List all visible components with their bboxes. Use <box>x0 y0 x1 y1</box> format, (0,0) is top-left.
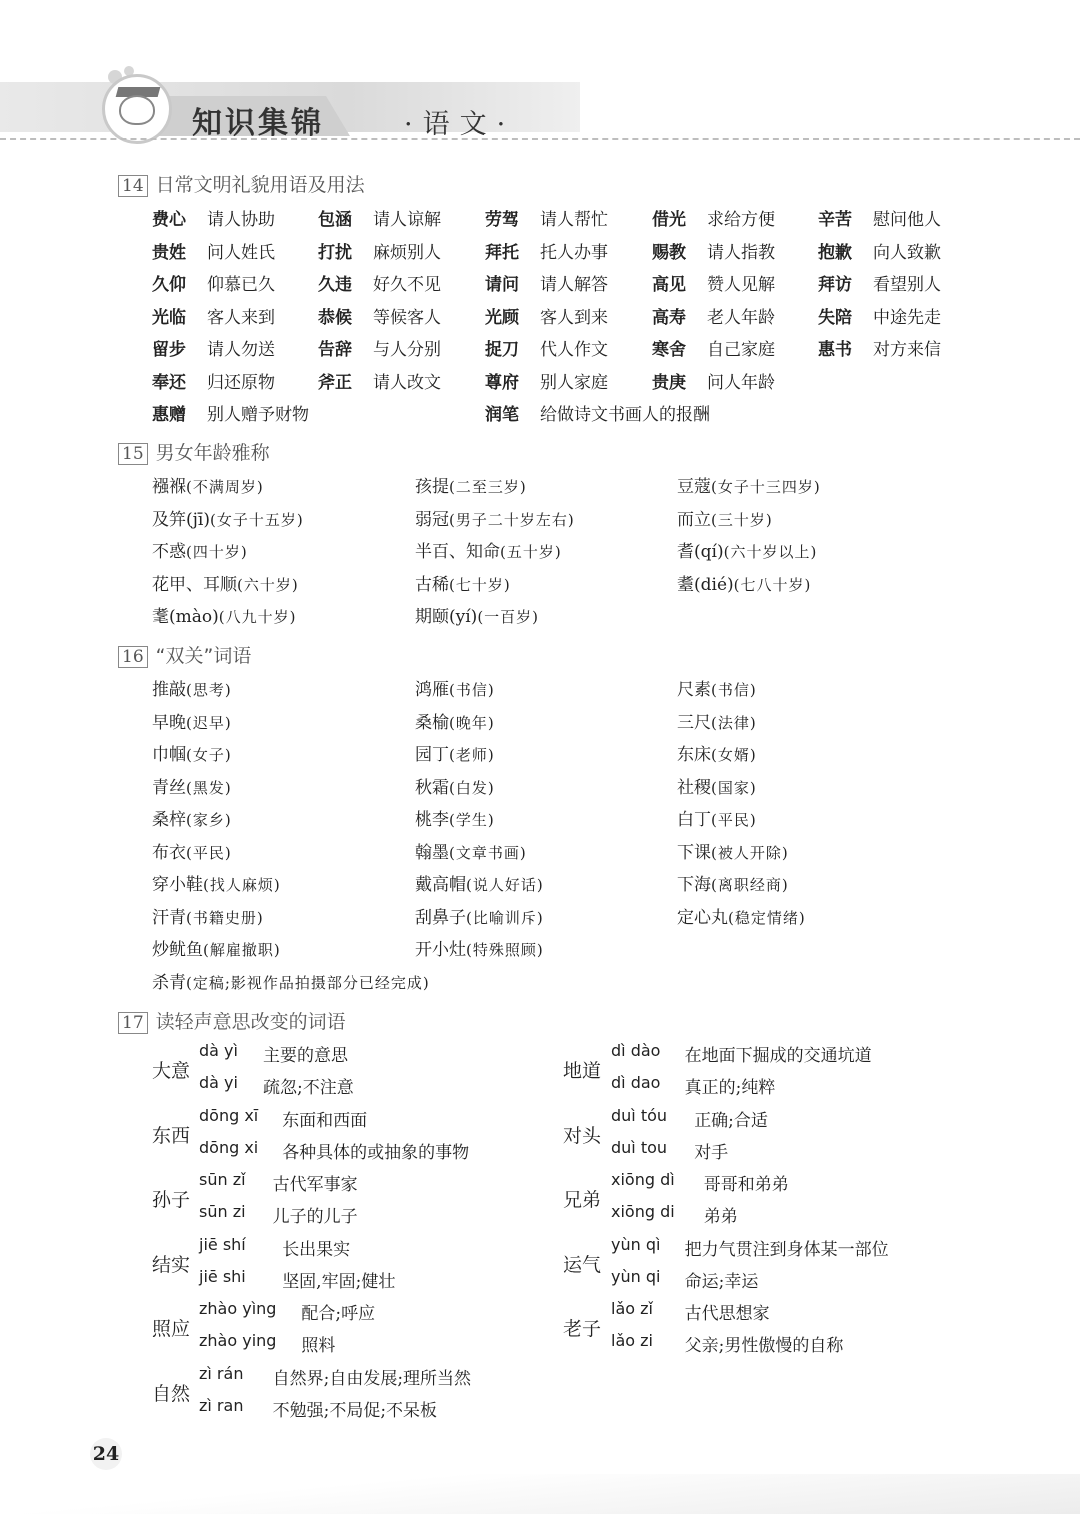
age-term: 而立(三十岁) <box>677 509 773 530</box>
courtesy-term: 费心 <box>152 210 186 230</box>
courtesy-meaning: 中途先走 <box>873 307 941 328</box>
word-meaning: 疏忽;不注意 <box>263 1078 354 1098</box>
courtesy-term: 打扰 <box>318 242 352 263</box>
pinyin: sūn zǐ <box>199 1170 246 1189</box>
word-meaning: 把力气贯注到身体某一部位 <box>684 1239 889 1260</box>
courtesy-meaning: 客人到来 <box>540 307 608 328</box>
word-meaning: 古代思想家 <box>684 1304 770 1324</box>
word-meaning: 古代军事家 <box>272 1175 358 1195</box>
courtesy-meaning: 老人年龄 <box>707 307 775 328</box>
pinyin: lǎo zi <box>611 1331 653 1350</box>
courtesy-meaning: 请人改文 <box>373 372 441 393</box>
courtesy-term: 劳驾 <box>485 210 519 230</box>
courtesy-meaning: 别人赠予财物 <box>207 405 309 425</box>
pun-term: 下课(被人开除) <box>677 842 789 863</box>
section-16-title: 16 “双关”词语 <box>118 641 251 668</box>
word-meaning: 真正的;纯粹 <box>684 1078 776 1098</box>
courtesy-term: 光临 <box>152 307 186 328</box>
neutral-tone-word: 老子 <box>563 1318 602 1340</box>
pinyin: dì dao <box>611 1073 661 1092</box>
word-meaning: 命运;幸运 <box>684 1271 759 1292</box>
courtesy-meaning: 慰问他人 <box>873 210 941 230</box>
pinyin: dà yi <box>199 1073 238 1092</box>
courtesy-term: 捉刀 <box>485 340 519 360</box>
courtesy-term: 留步 <box>152 340 186 360</box>
pinyin: jiē shi <box>199 1266 246 1286</box>
neutral-tone-word: 大意 <box>152 1060 191 1082</box>
pinyin: xiōng dì <box>611 1170 675 1189</box>
age-term: 孩提(二至三岁) <box>415 477 527 497</box>
neutral-tone-word: 运气 <box>563 1253 602 1276</box>
courtesy-term: 高见 <box>652 275 686 295</box>
courtesy-meaning: 请人谅解 <box>373 210 441 230</box>
pun-term: 尺素(书信) <box>677 680 757 700</box>
pun-term: 刮鼻子(比喻训斥) <box>415 907 544 928</box>
age-term: 古稀(七十岁) <box>415 574 511 595</box>
courtesy-term: 尊府 <box>485 372 519 393</box>
pinyin: zì rán <box>199 1363 244 1383</box>
age-term: 不惑(四十岁) <box>152 542 248 562</box>
courtesy-meaning: 请人帮忙 <box>540 210 608 230</box>
pinyin: yùn qi <box>611 1266 661 1286</box>
courtesy-term: 惠赠 <box>152 405 186 425</box>
age-term: 及笄(jī)(女子十五岁) <box>152 509 304 530</box>
pinyin: dōng xi <box>199 1137 259 1157</box>
pinyin: duì tóu <box>611 1105 668 1125</box>
pun-term: 园丁(老师) <box>415 745 495 765</box>
word-meaning: 主要的意思 <box>263 1046 348 1066</box>
section-number: 15 <box>118 443 148 465</box>
courtesy-meaning: 对方来信 <box>873 340 941 360</box>
pun-term: 秋霜(白发) <box>415 777 495 798</box>
courtesy-term: 辛苦 <box>818 210 852 230</box>
footer-band <box>0 1474 1080 1514</box>
neutral-tone-word: 兄弟 <box>563 1189 602 1211</box>
pun-term: 三尺(法律) <box>677 712 757 733</box>
courtesy-meaning: 与人分别 <box>373 340 441 360</box>
word-meaning: 不勉强;不局促;不呆板 <box>272 1400 438 1421</box>
pinyin: dōng xī <box>199 1105 259 1125</box>
courtesy-meaning: 求给方便 <box>707 210 775 230</box>
neutral-tone-word: 自然 <box>152 1382 191 1405</box>
pun-term: 桑梓(家乡) <box>152 810 232 830</box>
courtesy-meaning: 托人办事 <box>540 242 608 263</box>
courtesy-term: 润笔 <box>485 405 519 425</box>
courtesy-term: 抱歉 <box>818 242 852 263</box>
pun-term: 穿小鞋(找人麻烦) <box>152 875 281 895</box>
courtesy-term: 奉还 <box>152 372 186 393</box>
word-meaning: 各种具体的或抽象的事物 <box>282 1142 470 1163</box>
page-number: 24 <box>90 1438 122 1470</box>
pinyin: lǎo zǐ <box>611 1299 653 1318</box>
age-term: 花甲、耳顺(六十岁) <box>152 574 299 595</box>
pun-term: 巾帼(女子) <box>152 745 232 765</box>
courtesy-term: 惠书 <box>818 340 852 360</box>
header-divider <box>0 138 1080 140</box>
courtesy-meaning: 看望别人 <box>873 275 941 295</box>
header-subject: ·语文· <box>404 109 516 140</box>
age-term: 襁褓(不满周岁) <box>152 477 264 497</box>
pun-term: 早晚(迟早) <box>152 712 232 733</box>
neutral-tone-word: 地道 <box>563 1060 602 1082</box>
courtesy-term: 久违 <box>318 275 352 295</box>
pun-term: 桑榆(晚年) <box>415 712 495 733</box>
pun-term: 戴高帽(说人好话) <box>415 875 544 895</box>
word-meaning: 弟弟 <box>703 1207 738 1227</box>
pun-term: 青丝(黑发) <box>152 777 232 798</box>
pinyin: duì tou <box>611 1137 668 1157</box>
word-meaning: 东面和西面 <box>282 1110 368 1131</box>
section-number: 16 <box>118 646 148 668</box>
courtesy-term: 赐教 <box>652 242 686 263</box>
age-term: 期颐(yí)(一百岁) <box>415 607 540 627</box>
section-15-title: 15 男女年龄雅称 <box>118 438 270 465</box>
pun-term: 定心丸(稳定情绪) <box>677 907 806 928</box>
courtesy-term: 拜访 <box>818 275 852 295</box>
courtesy-meaning: 给做诗文书画人的报酬 <box>540 405 710 425</box>
section-number: 17 <box>118 1012 148 1034</box>
pinyin: dà yì <box>199 1041 238 1060</box>
pinyin: xiōng di <box>611 1202 675 1221</box>
neutral-tone-word: 孙子 <box>152 1189 191 1211</box>
courtesy-term: 失陪 <box>818 307 852 328</box>
neutral-tone-word: 照应 <box>152 1318 191 1340</box>
courtesy-term: 贵庚 <box>652 372 686 393</box>
courtesy-meaning: 向人致歉 <box>873 242 941 263</box>
pun-term: 下海(离职经商) <box>677 875 789 895</box>
age-term: 半百、知命(五十岁) <box>415 542 562 562</box>
courtesy-meaning: 请人解答 <box>540 275 608 295</box>
word-meaning: 长出果实 <box>282 1239 351 1260</box>
pun-term: 白丁(平民) <box>677 810 757 830</box>
courtesy-term: 光顾 <box>485 307 519 328</box>
word-meaning: 在地面下掘成的交通坑道 <box>684 1046 872 1066</box>
section-number: 14 <box>118 175 148 197</box>
courtesy-meaning: 麻烦别人 <box>373 242 441 263</box>
pinyin: jiē shí <box>199 1234 246 1254</box>
courtesy-term: 恭候 <box>318 307 352 328</box>
pinyin: zì ran <box>199 1395 244 1415</box>
courtesy-term: 久仰 <box>152 275 186 295</box>
pinyin: yùn qì <box>611 1234 661 1254</box>
word-meaning: 正确;合适 <box>694 1110 768 1131</box>
section-17-title: 17 读轻声意思改变的词语 <box>118 1007 346 1034</box>
age-term: 耋(dié)(七八十岁) <box>677 574 812 595</box>
courtesy-meaning: 别人家庭 <box>540 372 608 393</box>
pinyin: zhào ying <box>199 1331 277 1350</box>
courtesy-meaning: 问人姓氏 <box>207 242 275 263</box>
courtesy-meaning: 请人指教 <box>707 242 775 263</box>
neutral-tone-word: 东西 <box>152 1124 191 1147</box>
courtesy-meaning: 客人来到 <box>207 307 275 328</box>
pun-term: 杀青(定稿;影视作品拍摄部分已经完成) <box>152 972 430 993</box>
word-meaning: 自然界;自由发展;理所当然 <box>272 1368 472 1389</box>
pun-term: 开小灶(特殊照顾) <box>415 940 544 960</box>
age-term: 弱冠(男子二十岁左右) <box>415 509 575 530</box>
word-meaning: 坚固,牢固;健壮 <box>282 1271 396 1292</box>
courtesy-meaning: 好久不见 <box>373 275 441 295</box>
courtesy-meaning: 问人年龄 <box>707 372 775 393</box>
word-meaning: 哥哥和弟弟 <box>703 1175 789 1195</box>
pun-term: 布衣(平民) <box>152 842 232 863</box>
age-term: 耄(mào)(八九十岁) <box>152 607 297 627</box>
word-meaning: 对手 <box>694 1142 729 1163</box>
courtesy-meaning: 等候客人 <box>373 307 441 328</box>
pun-term: 推敲(思考) <box>152 680 232 700</box>
section-14-title: 14 日常文明礼貌用语及用法 <box>118 170 365 197</box>
pun-term: 东床(女婿) <box>677 745 757 765</box>
pun-term: 鸿雁(书信) <box>415 680 495 700</box>
neutral-tone-word: 对头 <box>563 1124 602 1147</box>
neutral-tone-word: 结实 <box>152 1253 191 1276</box>
courtesy-term: 请问 <box>485 275 519 295</box>
courtesy-meaning: 赞人见解 <box>707 275 775 295</box>
pun-term: 翰墨(文章书画) <box>415 842 527 863</box>
pun-term: 汗青(书籍史册) <box>152 907 264 928</box>
courtesy-term: 寒舍 <box>652 340 686 360</box>
courtesy-term: 包涵 <box>318 210 352 230</box>
header-title: 知识集锦 <box>192 106 324 141</box>
courtesy-term: 借光 <box>652 210 686 230</box>
pinyin: dì dào <box>611 1041 661 1060</box>
courtesy-meaning: 代人作文 <box>540 340 608 360</box>
pun-term: 炒鱿鱼(解雇撤职) <box>152 940 281 960</box>
word-meaning: 父亲;男性傲慢的自称 <box>684 1336 844 1356</box>
age-term: 豆蔻(女子十三四岁) <box>677 477 821 497</box>
mascot-logo-icon <box>102 74 172 144</box>
courtesy-term: 斧正 <box>318 372 352 393</box>
courtesy-meaning: 自己家庭 <box>707 340 775 360</box>
courtesy-term: 告辞 <box>318 340 352 360</box>
pinyin: sūn zi <box>199 1202 246 1221</box>
pun-term: 社稷(国家) <box>677 777 757 798</box>
age-term: 耆(qí)(六十岁以上) <box>677 542 818 562</box>
courtesy-meaning: 请人协助 <box>207 210 275 230</box>
courtesy-meaning: 归还原物 <box>207 372 275 393</box>
word-meaning: 照料 <box>301 1336 336 1356</box>
pinyin: zhào yìng <box>199 1299 277 1318</box>
courtesy-term: 高寿 <box>652 307 686 328</box>
courtesy-term: 贵姓 <box>152 242 186 263</box>
word-meaning: 配合;呼应 <box>301 1304 376 1324</box>
word-meaning: 儿子的儿子 <box>272 1207 358 1227</box>
courtesy-meaning: 请人勿送 <box>207 340 275 360</box>
courtesy-term: 拜托 <box>485 242 519 263</box>
pun-term: 桃李(学生) <box>415 810 495 830</box>
courtesy-meaning: 仰慕已久 <box>207 275 275 295</box>
